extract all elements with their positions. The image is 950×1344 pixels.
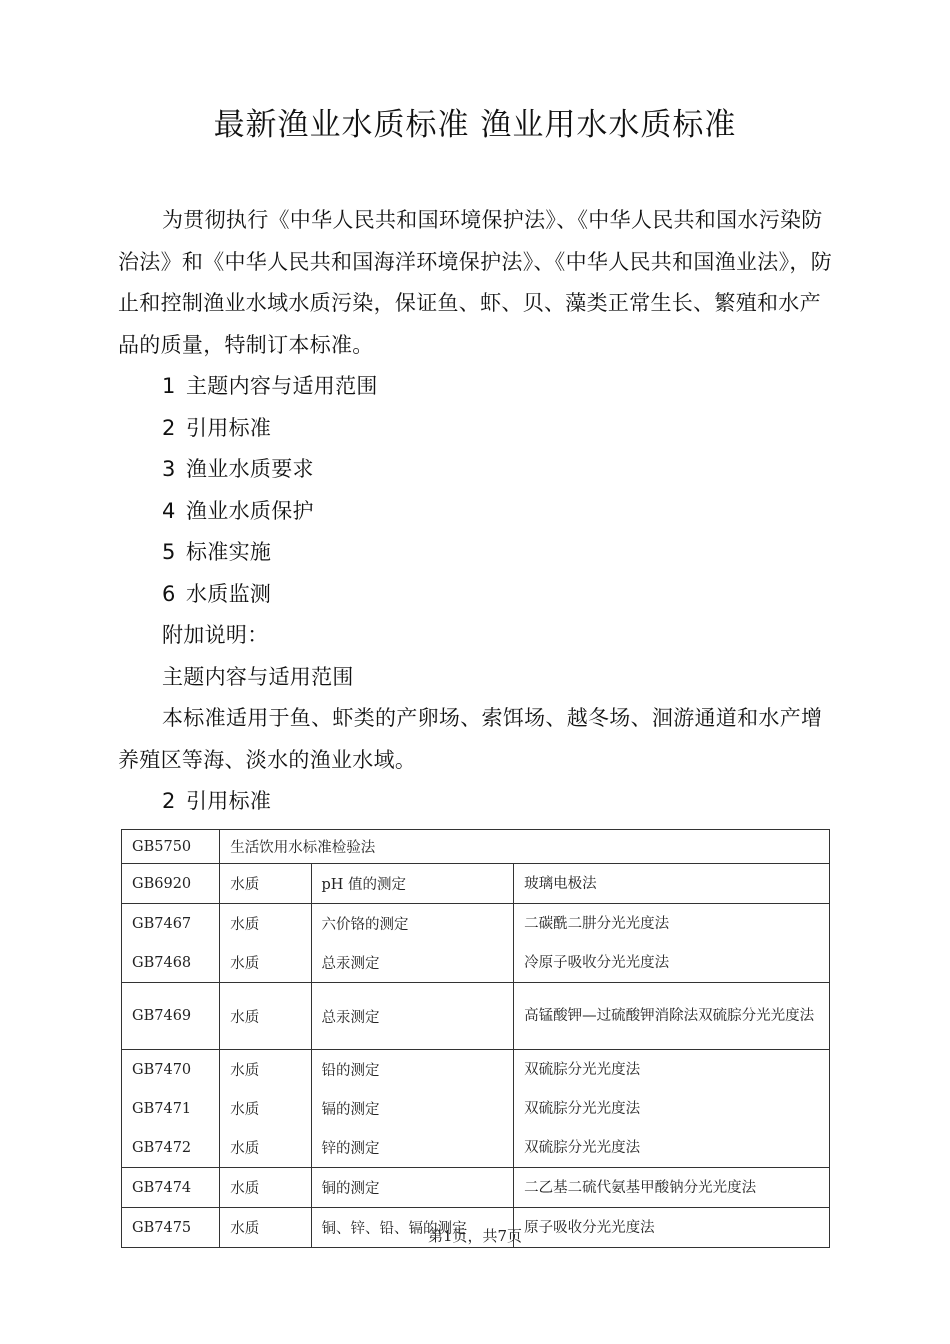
toc-item-4 [118, 491, 834, 533]
category-cell: 水质 [220, 1208, 311, 1248]
category-cell: 水质 [220, 1089, 311, 1128]
toc-number: 5 [162, 540, 176, 564]
standard-code-cell: GB7468 [122, 943, 220, 983]
toc-label: 渔业水质要求 [186, 457, 314, 481]
method-cell: 双硫腙分光光度法 [514, 1128, 830, 1168]
table-row [122, 983, 830, 1050]
standard-code-cell: GB7474 [122, 1168, 220, 1208]
toc-item-6 [118, 574, 834, 616]
method-cell: 原子吸收分光光度法 [514, 1208, 830, 1248]
method-cell: 二乙基二硫代氨基甲酸钠分光光度法 [514, 1168, 830, 1208]
table-row [122, 1089, 830, 1128]
toc-item-2 [118, 408, 834, 450]
standard-code-cell: GB5750 [122, 830, 220, 864]
category-cell: 水质 [220, 983, 311, 1050]
method-cell: 高锰酸钾—过硫酸钾消除法双硫腙分光光度法 [514, 983, 830, 1050]
category-cell: 水质 [220, 1168, 311, 1208]
toc-label: 主题内容与适用范围 [186, 374, 378, 398]
standard-code-cell: GB7470 [122, 1050, 220, 1090]
document-title: 最新渔业水质标准 渔业用水水质标准 [213, 107, 737, 143]
test-item-cell: pH 值的测定 [311, 864, 514, 904]
test-item-cell: 铜、锌、铅、镉的测定 [311, 1208, 514, 1248]
standard-code-cell: GB6920 [122, 864, 220, 904]
standard-code-cell: GB7469 [122, 983, 220, 1050]
standard-title-cell: 生活饮用水标准检验法 [220, 830, 830, 864]
toc-number: 4 [162, 498, 176, 523]
toc-item-3 [118, 449, 834, 491]
table-row [122, 943, 830, 983]
section-label: 引用标准 [186, 789, 272, 813]
table-row [122, 904, 830, 944]
standard-code-cell: GB7472 [122, 1128, 220, 1168]
table-row [122, 1050, 830, 1090]
test-item-cell: 六价铬的测定 [311, 904, 514, 944]
table-row [122, 864, 830, 904]
test-item-cell: 总汞测定 [311, 943, 514, 983]
page-number-footer: 第1页，共7页 [427, 1227, 523, 1245]
standard-code-cell: GB7467 [122, 904, 220, 944]
toc-number: 2 [162, 415, 176, 440]
method-cell: 玻璃电极法 [514, 864, 830, 904]
test-item-cell: 铜的测定 [311, 1168, 514, 1208]
category-cell: 水质 [220, 864, 311, 904]
standard-code-cell: GB7475 [122, 1208, 220, 1248]
toc-label: 引用标准 [186, 415, 272, 440]
document-body [118, 200, 834, 823]
toc-number: 1 [162, 374, 176, 398]
toc-number: 6 [162, 581, 176, 606]
method-cell: 冷原子吸收分光光度法 [514, 943, 830, 983]
section-number: 2 [162, 789, 176, 813]
test-item-cell: 铅的测定 [311, 1050, 514, 1090]
method-cell: 双硫腙分光光度法 [514, 1050, 830, 1090]
reference-heading [118, 781, 834, 823]
toc-label: 水质监测 [186, 581, 272, 606]
toc-number: 3 [162, 457, 176, 481]
table-row [122, 830, 830, 864]
test-item-cell: 总汞测定 [311, 983, 514, 1050]
table-row [122, 1168, 830, 1208]
method-cell: 双硫腙分光光度法 [514, 1089, 830, 1128]
toc-item-5 [118, 532, 834, 574]
method-cell: 二碳酰二肼分光光度法 [514, 904, 830, 944]
test-item-cell: 锌的测定 [311, 1128, 514, 1168]
reference-standards-table [121, 829, 830, 1248]
toc-item-1 [118, 366, 834, 408]
category-cell: 水质 [220, 904, 311, 944]
toc-label: 标准实施 [186, 540, 272, 564]
appendix-label: 附加说明： [162, 623, 269, 647]
standard-code-cell: GB7471 [122, 1089, 220, 1128]
table-row [122, 1128, 830, 1168]
toc-label: 渔业水质保护 [186, 498, 314, 523]
scope-paragraph: 本标准适用于鱼、虾类的产卵场、索饵场、越冬场、洄游通道和水产增养殖区等海、淡水的渔业水域。 [118, 706, 823, 772]
category-cell: 水质 [220, 943, 311, 983]
intro-paragraph: 为贯彻执行《中华人民共和国环境保护法》、《中华人民共和国水污染防治法》和《中华人民共和国海洋环境保护法》、《中华人民共和国渔业法》，防止和控制渔业水域水质污染，保证鱼、虾、贝、藻类正常生长、繁殖和水产品的质量，特制订本标准。 [118, 208, 832, 357]
test-item-cell: 镉的测定 [311, 1089, 514, 1128]
category-cell: 水质 [220, 1050, 311, 1090]
category-cell: 水质 [220, 1128, 311, 1168]
scope-heading: 主题内容与适用范围 [162, 664, 354, 689]
